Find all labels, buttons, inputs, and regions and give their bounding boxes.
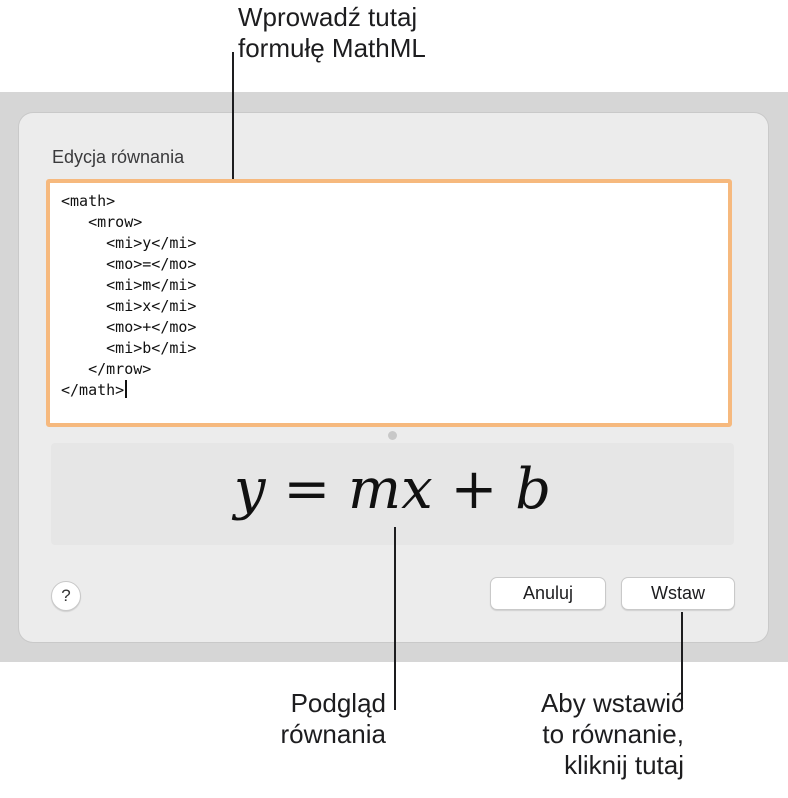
callout-editor-line2: formułę MathML (238, 33, 426, 63)
code-line: <mi>x</mi> (61, 297, 197, 315)
mathml-editor[interactable] (46, 179, 732, 427)
help-button[interactable]: ? (51, 581, 81, 611)
code-line: <mi>b</mi> (61, 339, 197, 357)
equation-preview (51, 443, 734, 545)
insert-button[interactable]: Wstaw (621, 577, 735, 610)
resize-handle[interactable] (388, 431, 397, 440)
callout-insert (541, 688, 684, 781)
code-line-text: </math> (61, 381, 125, 399)
callout-insert-line2: to równanie, (542, 719, 684, 749)
code-line-last (61, 380, 127, 401)
callout-preview (280, 688, 386, 750)
code-line: <mi>m</mi> (61, 276, 197, 294)
callout-editor (238, 2, 426, 64)
cancel-button[interactable]: Anuluj (490, 577, 606, 610)
code-line: <mrow> (61, 213, 143, 231)
callout-preview-leader (394, 527, 396, 710)
dialog-title: Edycja równania (52, 147, 185, 167)
callout-preview-line2: równania (280, 719, 386, 749)
callout-editor-leader (232, 52, 234, 179)
code-line: <mi>y</mi> (61, 234, 197, 252)
code-line: </mrow> (61, 360, 152, 378)
callout-preview-line1: Podgląd (290, 688, 386, 718)
code-line: <math> (61, 192, 116, 210)
text-caret (125, 380, 127, 398)
callout-insert-line3: kliknij tutaj (564, 750, 684, 780)
code-line: <mo>=</mo> (61, 255, 197, 273)
code-line: <mo>+</mo> (61, 318, 197, 336)
callout-insert-line1: Aby wstawić (540, 688, 684, 718)
callout-editor-line1: Wprowadź tutaj (238, 2, 418, 32)
preview-equation: y = mx + b (233, 457, 552, 522)
